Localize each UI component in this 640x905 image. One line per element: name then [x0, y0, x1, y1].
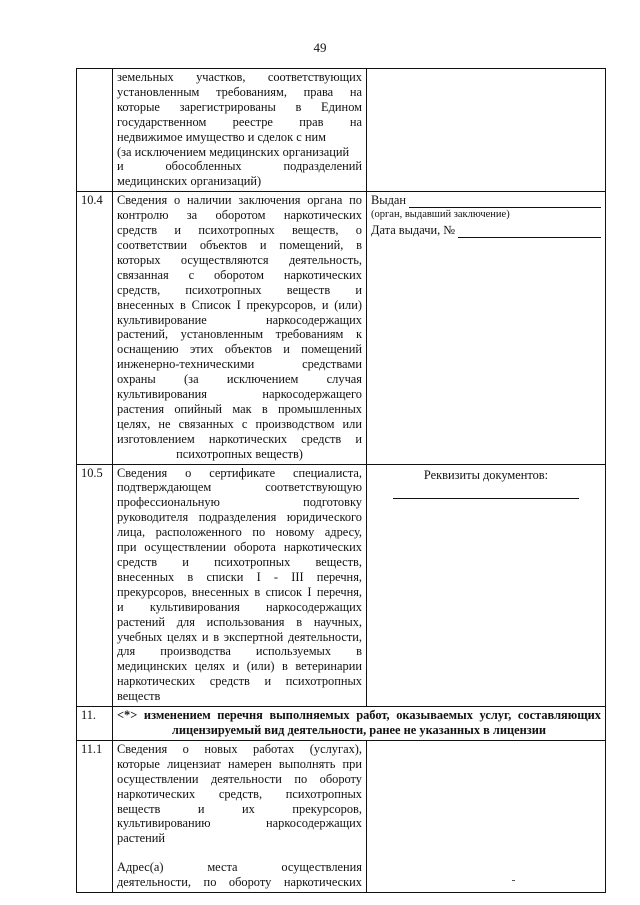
text-line: Адрес(а) места осуществления	[117, 860, 362, 875]
requisites-label: Реквизиты документов:	[423, 467, 549, 482]
text-line: которых осуществляются деятельность,	[117, 252, 362, 267]
row-description	[113, 464, 367, 707]
text-line: Сведения о новых работах (услугах),	[117, 741, 362, 756]
row-value	[367, 192, 606, 464]
text-line: (за исключением медицинских организаций	[117, 144, 350, 159]
text-line: соответствии объектов и помещений, в	[117, 237, 362, 252]
text-line: земельных участков, соответствующих	[117, 70, 362, 84]
row-number	[77, 69, 113, 192]
text-line: подтверждающем соответствующую	[117, 480, 362, 495]
text-line: культивирование наркосодержащих	[117, 312, 362, 327]
text-line: медицинских организаций)	[117, 174, 262, 189]
row-description	[113, 192, 367, 464]
text-line: инженерно-техническими средствами	[117, 357, 362, 372]
text-line: прекурсоров, внесенных в список I перечня,	[117, 584, 362, 599]
row-description	[113, 740, 367, 892]
text-line: медицинских целях и (или) в ветеринарии	[117, 659, 362, 674]
text-line: которые лицензиат намерен выполнять при	[117, 756, 362, 771]
text-line: психотропных веществ)	[176, 446, 303, 461]
requisites-blank	[393, 496, 579, 499]
text-line: растений	[117, 831, 166, 846]
text-line: <*> изменением перечня выполняемых работ, оказываемых услуг, составляющих	[117, 708, 601, 723]
issued-label: Выдан	[371, 193, 407, 208]
page-number: 49	[313, 40, 327, 55]
text-line: средств и психотропных веществ,	[117, 555, 362, 569]
text-line: растения опийный мак в промышленных	[117, 401, 362, 416]
text-line: средств, психотропных веществ и	[117, 282, 362, 297]
license-table	[76, 68, 606, 893]
text-line: руководителя подразделения юридического	[117, 510, 362, 525]
text-line: растений, установленным требованиям к	[117, 327, 362, 342]
text-line: средств и психотропных веществ, о	[117, 223, 362, 238]
text-line: которые зарегистрированы в Едином	[117, 99, 362, 114]
text-line: контролю за оборотом наркотических	[117, 208, 362, 223]
text-line: веществ и их прекурсоров,	[117, 801, 362, 816]
text-line: при осуществлении оборота наркотических	[117, 540, 362, 555]
text-line: установленным требованиям, права на	[117, 84, 362, 99]
issued-blank	[409, 195, 601, 208]
text-line: растений для использования в научных,	[117, 614, 362, 629]
text-line: культивированию наркосодержащих	[117, 816, 362, 831]
text-line: государственном реестре прав на	[117, 114, 362, 129]
row-number: 10.5	[77, 464, 113, 707]
text-line: лица, расположенного по новому адресу,	[117, 525, 362, 540]
text-line: связанная с оборотом наркотических	[117, 267, 362, 282]
row-number: 11.	[77, 707, 113, 741]
text-line: веществ	[117, 689, 161, 704]
issued-field	[371, 193, 601, 208]
date-label: Дата выдачи, №	[371, 223, 456, 238]
text-line: наркотических средств, психотропных	[117, 786, 362, 801]
table-row	[77, 740, 606, 892]
text-line: и культивирования наркосодержащих	[117, 599, 362, 614]
text-line: Сведения о наличии заключения органа по	[117, 193, 362, 208]
row-value	[367, 464, 606, 707]
text-line: осуществлении деятельности по обороту	[117, 771, 362, 786]
text-line: целях, не связанных с производством или	[117, 416, 362, 431]
text-line: лицензируемый вид деятельности, ранее не указанных в лицензии	[171, 722, 547, 737]
date-blank	[458, 225, 601, 238]
scan-mark	[512, 880, 515, 881]
text-line: внесенных в Список I прекурсоров, и (или)	[117, 297, 362, 312]
text-line: учебных целях и в экспертной деятельности,	[117, 629, 362, 644]
text-line: наркотических средств и психотропных	[117, 674, 362, 689]
date-field	[371, 223, 601, 238]
text-line: внесенных в списки I - III перечня,	[117, 569, 362, 584]
text-line: недвижимое имущество и сделок с ним	[117, 129, 326, 144]
table-row	[77, 192, 606, 464]
text-line: профессиональную подготовку	[117, 495, 362, 510]
row-description	[113, 69, 367, 192]
text-line: культивирования наркосодержащего	[117, 387, 362, 402]
row-value	[367, 69, 606, 192]
table-row	[77, 69, 606, 192]
issued-note: (орган, выдавший заключение)	[371, 209, 510, 221]
row-number: 10.4	[77, 192, 113, 464]
row-number: 11.1	[77, 740, 113, 892]
text-line: оснащению этих объектов и помещений	[117, 342, 362, 357]
text-line: охраны (за исключением случая	[117, 372, 362, 387]
table-row	[77, 707, 606, 741]
section-heading	[113, 707, 606, 741]
text-line: Сведения о сертификате специалиста,	[117, 465, 362, 480]
table-row	[77, 464, 606, 707]
text-line: и обособленных подразделений	[117, 159, 362, 174]
text-line: деятельности, по обороту наркотических	[117, 875, 362, 890]
text-line: для производства используемых в	[117, 644, 362, 659]
row-value	[367, 740, 606, 892]
text-line: изготовлением наркотических средств и	[117, 431, 362, 446]
